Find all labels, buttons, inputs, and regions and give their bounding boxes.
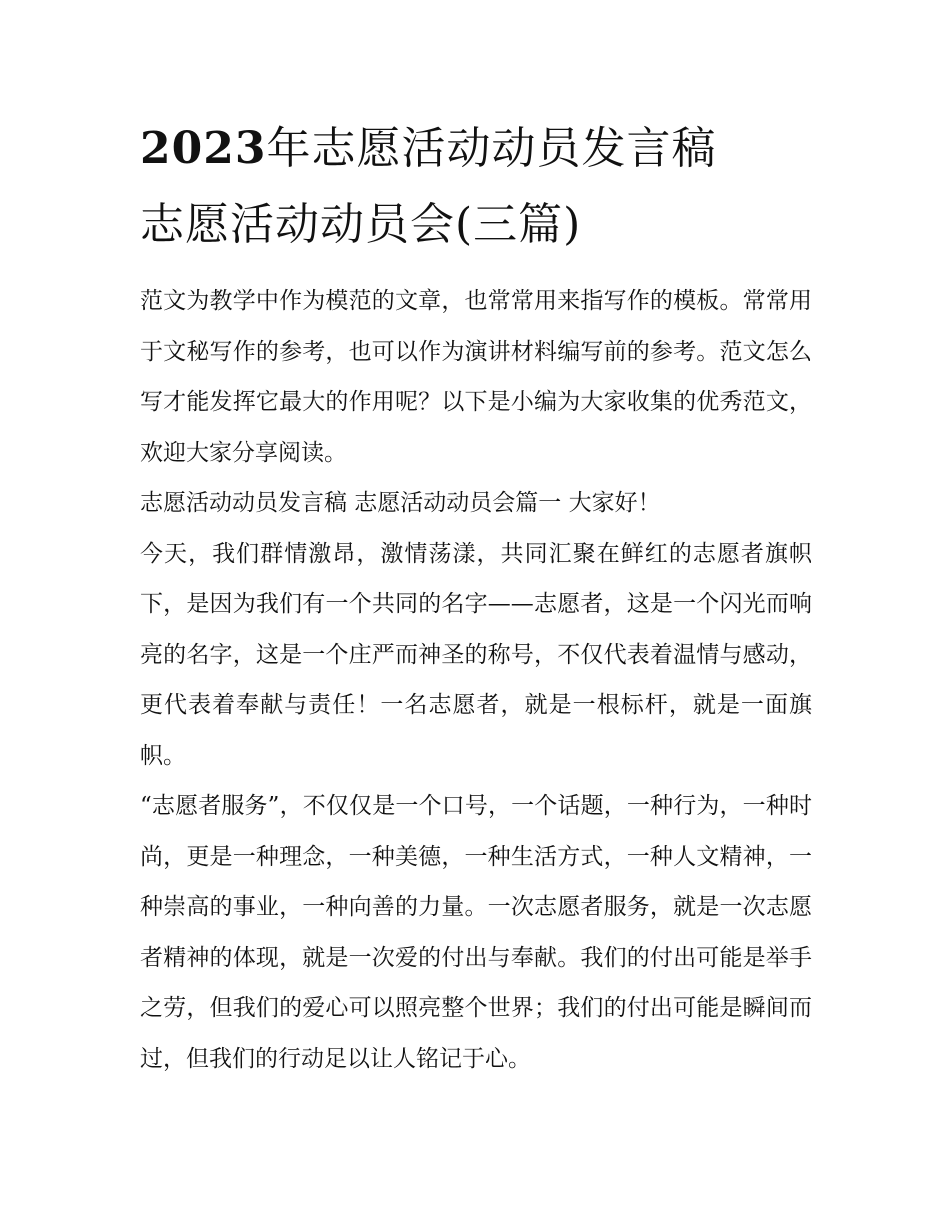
title-line-2: 志愿活动动员会(三篇) xyxy=(140,199,582,250)
body-paragraph-1: 今天，我们群情激昂，激情荡漾，共同汇聚在鲜红的志愿者旗帜下，是因为我们有一个共同的名字——志愿者，这是一个闪光而响亮的名字，这是一个庄严而神圣的称号，不仅代表着温情与感动，更代表着奉献与责任！一名志愿者，就是一根标杆，就是一面旗帜。 xyxy=(140,540,812,769)
intro-paragraph: 范文为教学中作为模范的文章，也常常用来指写作的模板。常常用于文秘写作的参考，也可以作为演讲材料编写前的参考。范文怎么写才能发挥它最大的作用呢？以下是小编为大家收集的优秀范文，欢迎大家分享阅读。 xyxy=(140,288,812,466)
title-line-1-text: 年志愿活动动员发言稿 xyxy=(266,123,717,174)
title-line-1 xyxy=(140,118,812,180)
body-paragraph-2: “志愿者服务”，不仅仅是一个口号，一个话题，一种行为，一种时尚，更是一种理念，一种美德，一种生活方式，一种人文精神，一种崇高的事业，一种向善的力量。一次志愿者服务，就是一次志愿者精神的体现，就是一次爱的付出与奉献。我们的付出可能是举手之劳，但我们的爱心可以照亮整个世界；我们的付出可能是瞬间而过，但我们的行动足以让人铭记于心。 xyxy=(140,793,812,1072)
section-heading-paragraph: 志愿活动动员发言稿 志愿活动动员会篇一 大家好！ xyxy=(140,490,661,516)
document-content xyxy=(140,118,812,1084)
document-title xyxy=(140,118,812,256)
title-year: 2023 xyxy=(140,123,267,174)
